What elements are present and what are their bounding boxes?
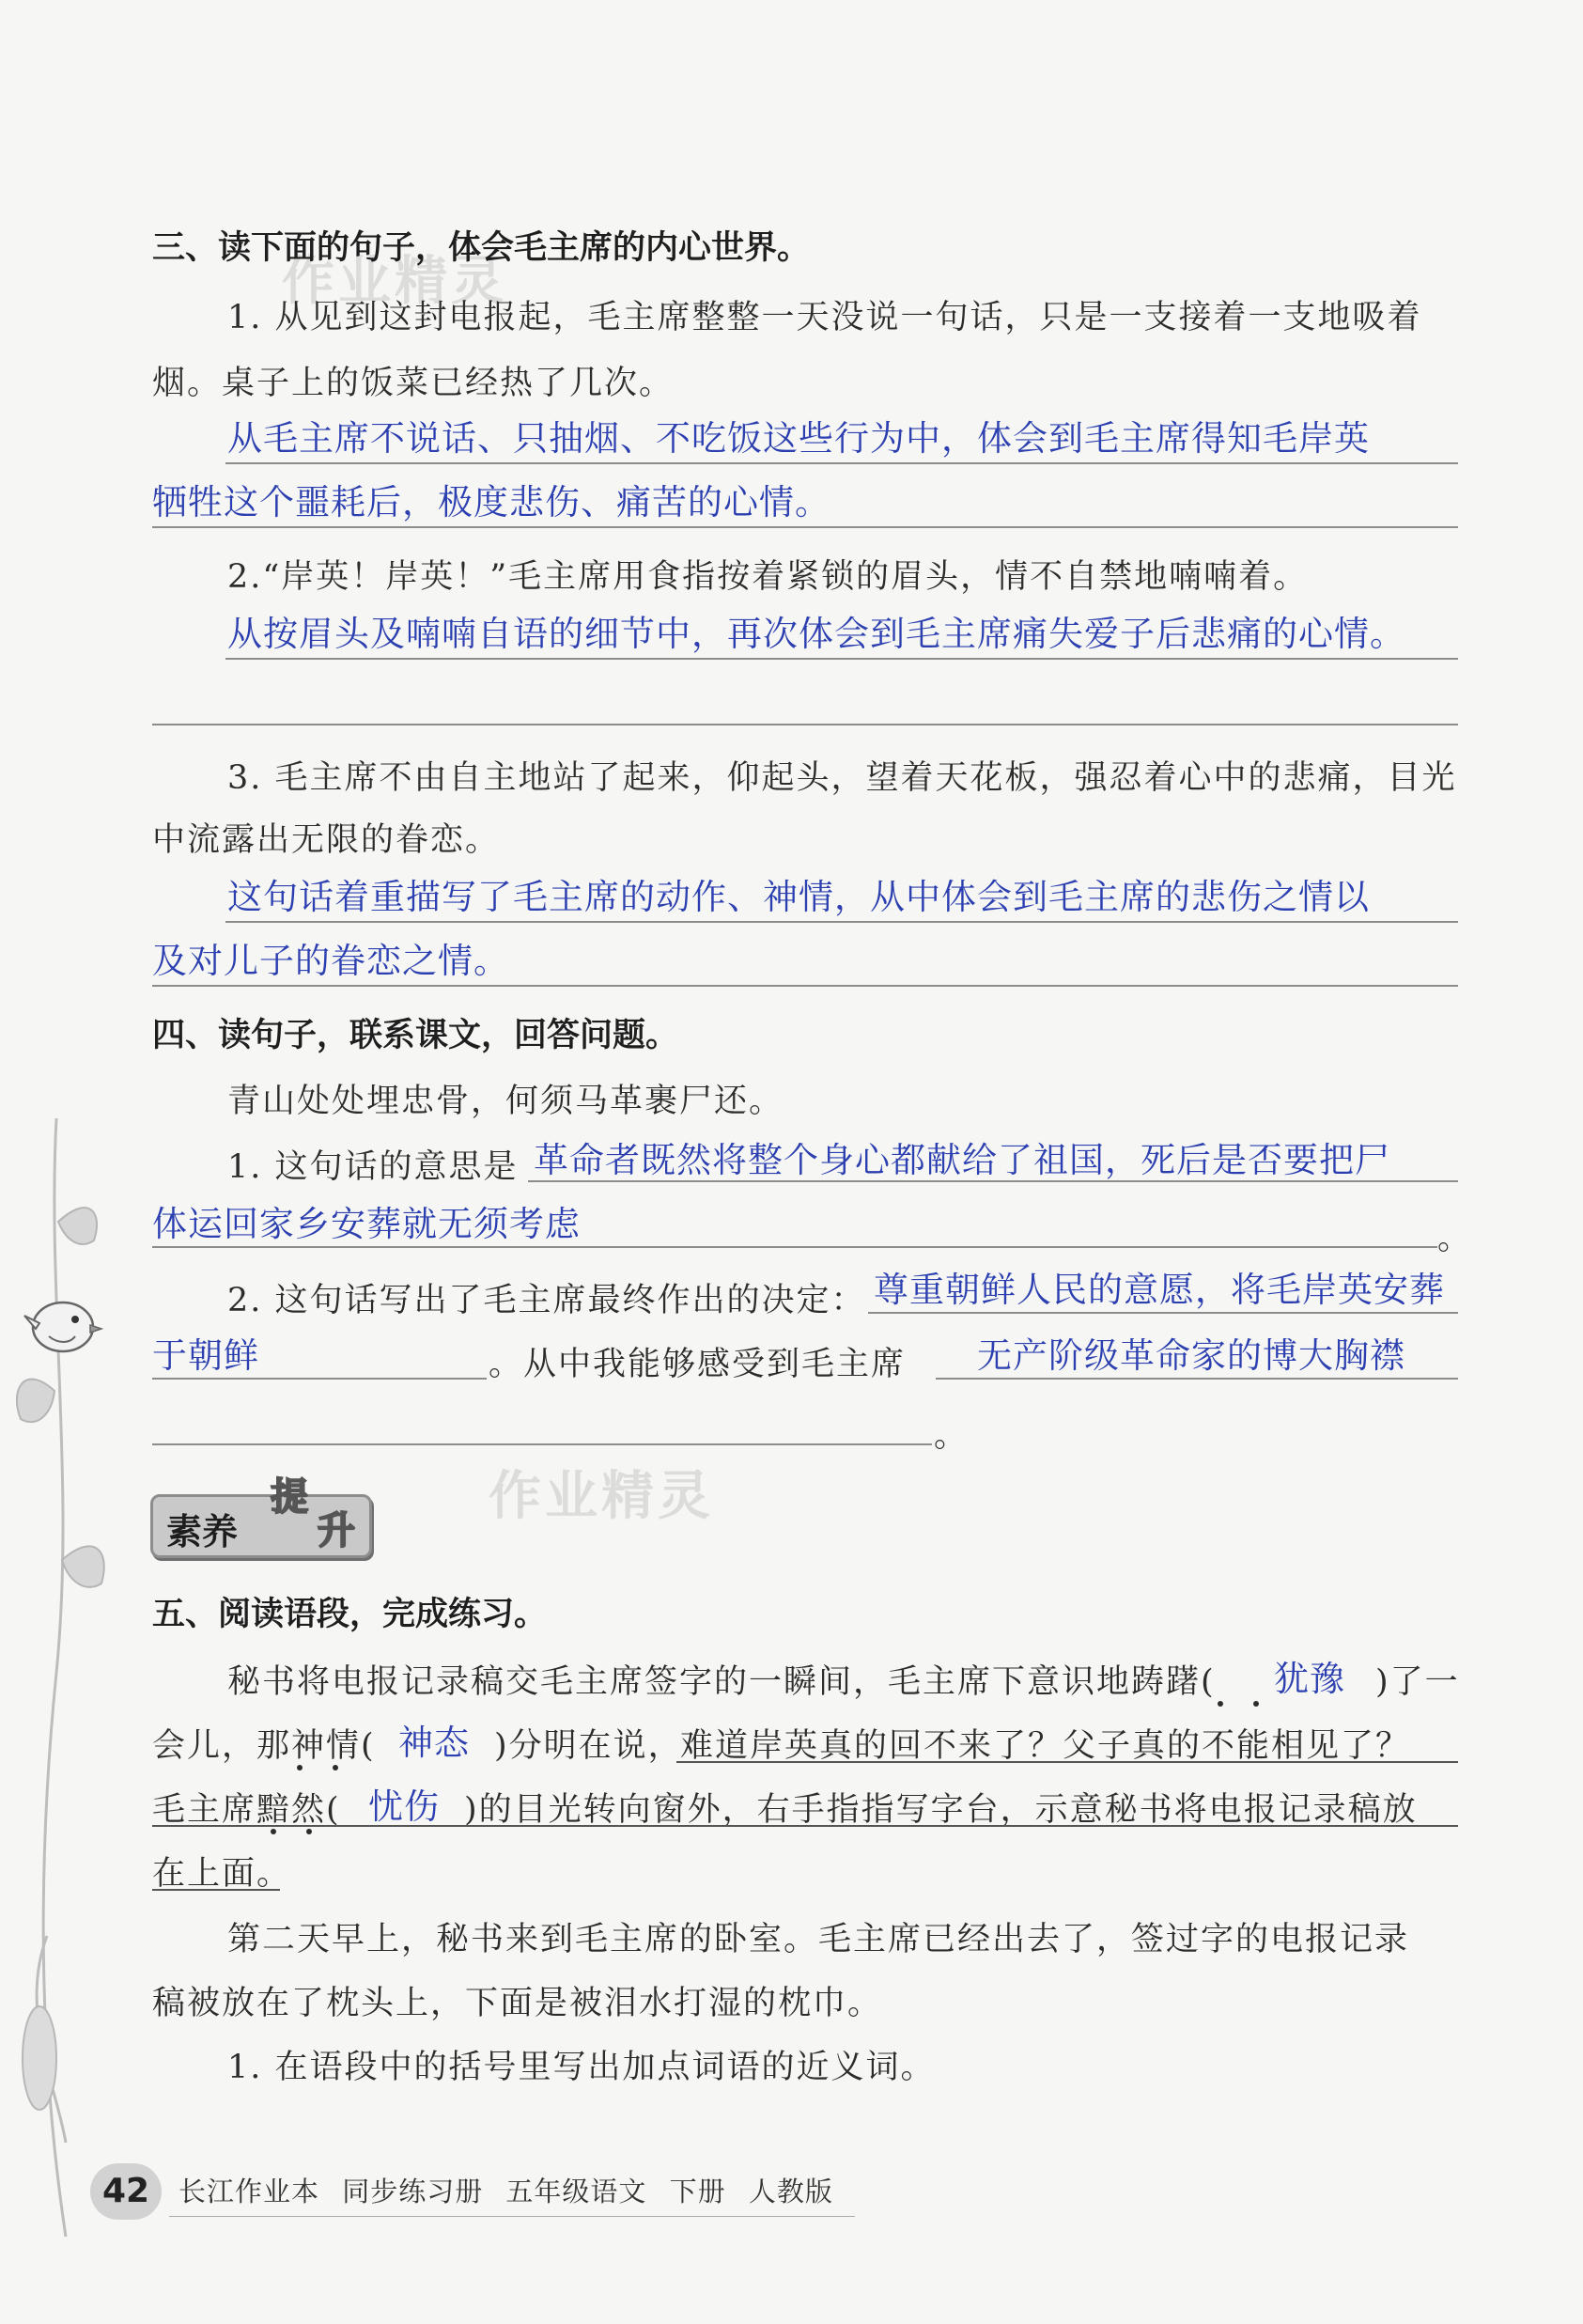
answer-line xyxy=(225,462,1458,464)
answer-line xyxy=(528,1180,1458,1182)
underline xyxy=(152,1889,280,1891)
answer-3-line1: 这句话着重描写了毛主席的动作、神情，从中体会到毛主席的悲伤之情以 xyxy=(227,877,1370,917)
q1-line2: 烟。桌子上的饭菜已经热了几次。 xyxy=(152,365,675,402)
answer-line xyxy=(152,526,1458,528)
answer-3-line2: 及对儿子的眷恋之情。 xyxy=(152,941,509,981)
poem-line: 青山处处埋忠骨，何须马革裹尸还。 xyxy=(227,1083,784,1120)
p2-l2: 稿被放在了枕头上，下面是被泪水打湿的枕巾。 xyxy=(152,1985,883,2022)
q3-line2: 中流露出无限的眷恋。 xyxy=(152,821,501,859)
p1-l3-a: 毛主席黯然( xyxy=(152,1791,341,1829)
s4-answer-2-feel: 无产阶级革命家的博大胸襟 xyxy=(977,1335,1405,1376)
s4-q2-mid: 。从中我能够感受到毛主席 xyxy=(489,1346,907,1383)
badge-accent-2: 升 xyxy=(318,1509,355,1552)
answer-line xyxy=(225,921,1458,923)
q2-line1: 2.“岸英！岸英！”毛主席用食指按着紧锁的眉头，情不自禁地喃喃着。 xyxy=(227,558,1309,596)
s4-q1-prefix: 1. 这句话的意思是 xyxy=(227,1148,519,1186)
emphasis-dot xyxy=(306,1829,312,1834)
s5-q1: 1. 在语段中的括号里写出加点词语的近义词。 xyxy=(227,2049,936,2086)
emphasis-dot xyxy=(297,1765,303,1770)
badge-accent-1: 提 xyxy=(271,1475,308,1519)
p1-l2-underlined: 难道岸英真的回不来了？父子真的不能相见了？ xyxy=(680,1727,1411,1765)
p1-l2-b: )分明在说， xyxy=(494,1727,683,1765)
p1-l1-b: )了一 xyxy=(1375,1663,1460,1701)
s4-answer-2-line1: 尊重朝鲜人民的意愿，将毛岸英安葬 xyxy=(874,1270,1445,1310)
answer-line xyxy=(152,1378,487,1380)
emphasis-dot xyxy=(271,1829,276,1834)
s4-q2-prefix: 2. 这句话写出了毛主席最终作出的决定： xyxy=(227,1282,866,1319)
emphasis-dot xyxy=(1218,1701,1223,1707)
emphasis-dot xyxy=(333,1765,338,1770)
p2-l1: 第二天早上，秘书来到毛主席的卧室。毛主席已经出去了，签过字的电报记录 xyxy=(227,1921,1410,1958)
underline xyxy=(676,1761,1458,1763)
answer-line xyxy=(225,658,1458,660)
answer-line xyxy=(152,724,1458,725)
vine-decoration-icon xyxy=(0,1109,132,2255)
watermark-top: 作业精灵 xyxy=(282,251,507,312)
p1-l3-b: )的目光转向窗外，右手指指写字台，示意秘书将电报记录稿放 xyxy=(464,1791,1418,1829)
bird-icon xyxy=(21,1287,105,1363)
s4-answer-2-line2: 于朝鲜 xyxy=(152,1335,259,1376)
p1-l4: 在上面。 xyxy=(152,1855,292,1893)
answer-line xyxy=(936,1378,1458,1380)
answer-line xyxy=(152,1443,932,1445)
answer-1-line1: 从毛主席不说话、只抽烟、不吃饭这些行为中，体会到毛主席得知毛岸英 xyxy=(227,418,1370,459)
page-number: 42 xyxy=(90,2163,162,2220)
underline xyxy=(152,1825,1458,1827)
s4-period: 。 xyxy=(1437,1220,1473,1257)
s4-answer-1-line2: 体运回家乡安葬就无须考虑 xyxy=(152,1204,581,1244)
s4-answer-1-line1: 革命者既然将整个身心都献给了祖国，死后是否要把尸 xyxy=(534,1140,1390,1180)
s4-period-2: 。 xyxy=(934,1417,970,1455)
section4-heading: 四、读句子，联系课文，回答问题。 xyxy=(152,1017,679,1054)
emphasis-dot xyxy=(1253,1701,1259,1707)
q1-line1: 1. 从见到这封电报起，毛主席整整一天没说一句话，只是一支接着一支地吸着 xyxy=(227,299,1422,336)
section-badge xyxy=(150,1475,372,1558)
section3-heading: 三、读下面的句子，体会毛主席的内心世界。 xyxy=(152,229,811,267)
p1-l2-a: 会儿，那神情( xyxy=(152,1727,376,1765)
answer-line xyxy=(152,985,1458,987)
p1-l3-answer: 忧伤 xyxy=(368,1786,440,1827)
footer-rule xyxy=(169,2216,855,2217)
q3-line1: 3. 毛主席不由自主地站了起来，仰起头，望着天花板，强忍着心中的悲痛，目光 xyxy=(227,759,1457,797)
section5-heading: 五、阅读语段，完成练习。 xyxy=(152,1596,548,1633)
watermark-mid: 作业精灵 xyxy=(489,1466,714,1527)
answer-line xyxy=(868,1312,1458,1314)
p1-l1-a: 秘书将电报记录稿交毛主席签字的一瞬间，毛主席下意识地踌躇( xyxy=(227,1663,1216,1701)
answer-2-line1: 从按眉头及喃喃自语的细节中，再次体会到毛主席痛失爱子后悲痛的心情。 xyxy=(227,614,1405,654)
p1-l1-answer: 犹豫 xyxy=(1274,1659,1345,1699)
answer-line xyxy=(152,1246,1437,1248)
badge-main-text: 素养 xyxy=(166,1511,239,1552)
footer-text: 长江作业本 同步练习册 五年级语文 下册 人教版 xyxy=(178,2176,833,2207)
p1-l2-answer: 神态 xyxy=(398,1723,470,1763)
answer-1-line2: 牺牲这个噩耗后，极度悲伤、痛苦的心情。 xyxy=(152,482,830,523)
